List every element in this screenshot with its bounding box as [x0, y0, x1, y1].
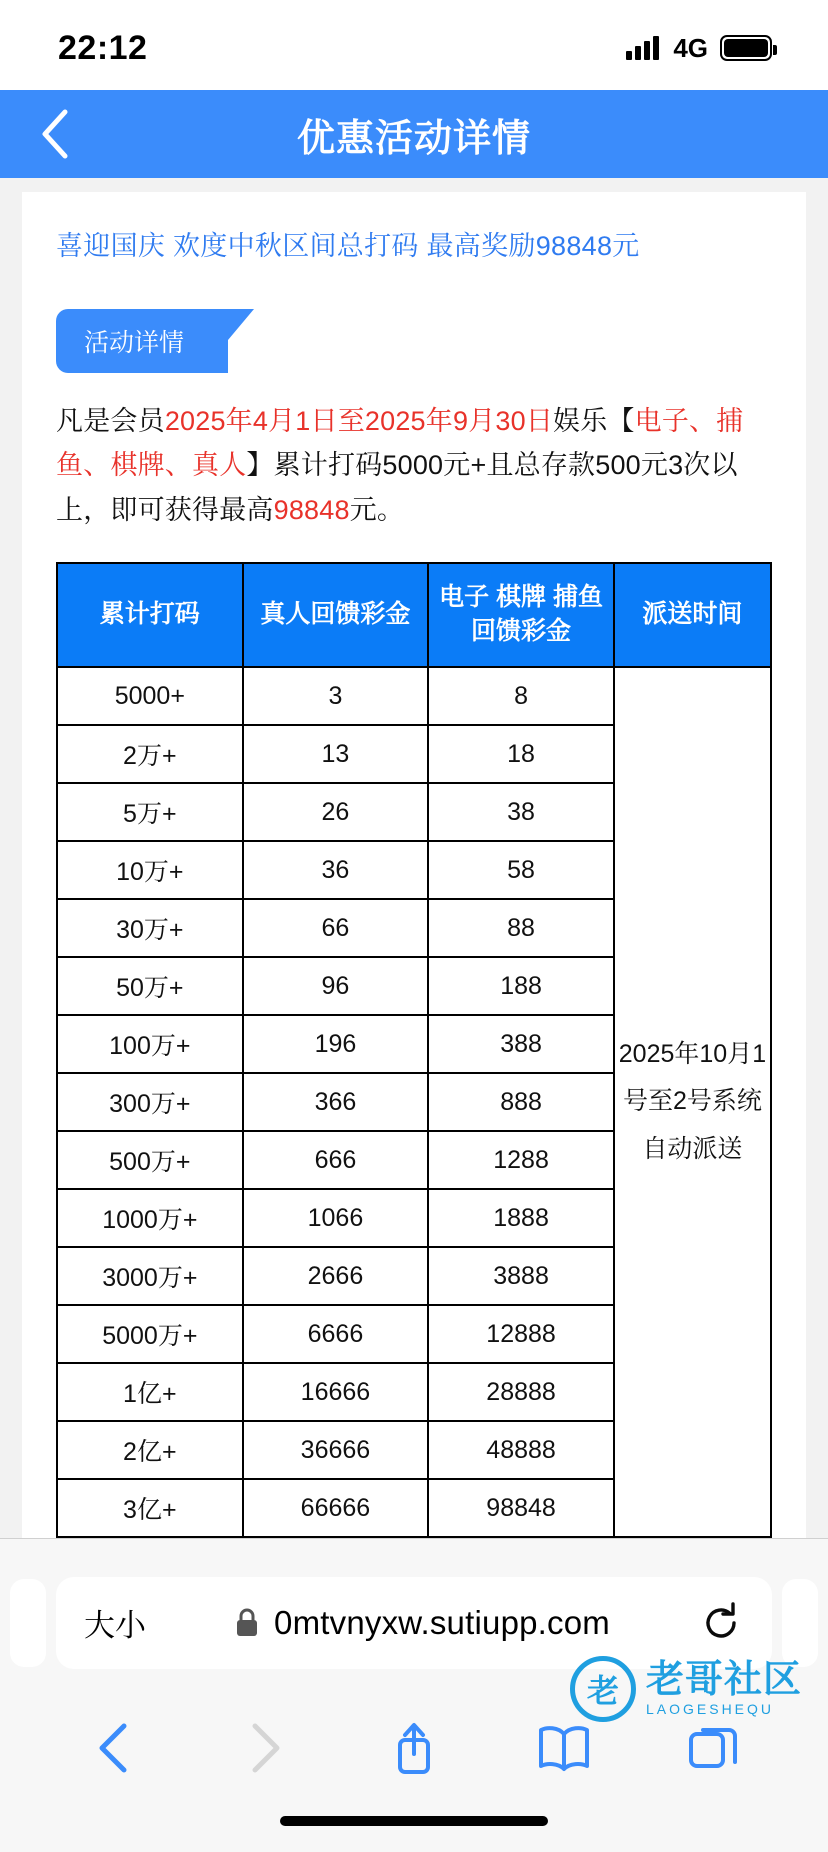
cell-live-bonus: 13 [243, 725, 429, 783]
cell-wager: 5万+ [57, 783, 243, 841]
col-header-live-bonus: 真人回馈彩金 [243, 563, 429, 667]
cell-ship-time: 2025年10月1号至2号系统自动派送 [614, 667, 771, 1537]
cell-wager: 300万+ [57, 1073, 243, 1131]
cell-live-bonus: 66 [243, 899, 429, 957]
cell-wager: 10万+ [57, 841, 243, 899]
url-text: 0mtvnyxw.sutiupp.com [274, 1603, 610, 1641]
promo-title: 喜迎国庆 欢度中秋区间总打码 最高奖励98848元 [56, 231, 640, 261]
cell-live-bonus: 1066 [243, 1189, 429, 1247]
cell-live-bonus: 36666 [243, 1421, 429, 1479]
chevron-right-icon [241, 1720, 287, 1776]
watermark-subtitle: LAOGESHEQU [645, 1701, 775, 1718]
home-indicator-area [0, 1808, 828, 1852]
chevron-left-icon [39, 106, 73, 162]
cell-wager: 2亿+ [57, 1421, 243, 1479]
desc-part-5: 】累计打码5000元+且总存款500元3次以上，即可获得最高 [56, 450, 738, 525]
table-body [57, 667, 771, 1537]
cell-live-bonus: 36 [243, 841, 429, 899]
share-button[interactable] [378, 1712, 450, 1784]
cell-wager: 5000万+ [57, 1305, 243, 1363]
network-type-label: 4G [673, 32, 708, 63]
cell-wager: 1000万+ [57, 1189, 243, 1247]
tabs-button[interactable] [677, 1712, 749, 1784]
cell-other-bonus: 8 [428, 667, 614, 725]
url-display[interactable] [160, 1604, 684, 1642]
next-tab-edge[interactable] [782, 1579, 818, 1667]
cell-other-bonus: 28888 [428, 1363, 614, 1421]
home-indicator[interactable] [280, 1816, 548, 1826]
cell-wager: 5000+ [57, 667, 243, 725]
cell-wager: 1亿+ [57, 1363, 243, 1421]
col-header-other-bonus: 电子 棋牌 捕鱼回馈彩金 [428, 563, 614, 667]
cell-wager: 30万+ [57, 899, 243, 957]
watermark-logo-icon: 老 [570, 1656, 636, 1722]
share-icon [388, 1718, 440, 1778]
tab-strip [56, 309, 772, 373]
cell-wager: 50万+ [57, 957, 243, 1015]
cell-other-bonus: 58 [428, 841, 614, 899]
cell-other-bonus: 48888 [428, 1421, 614, 1479]
browser-url-bar [0, 1538, 828, 1688]
cell-live-bonus: 366 [243, 1073, 429, 1131]
lock-icon [234, 1607, 260, 1639]
desc-part-3: 娱乐【 [553, 405, 635, 436]
prev-tab-edge[interactable] [10, 1579, 46, 1667]
cell-other-bonus: 98848 [428, 1479, 614, 1537]
browser-toolbar [0, 1659, 828, 1808]
promo-description [56, 399, 772, 533]
cell-live-bonus: 6666 [243, 1305, 429, 1363]
cell-wager: 3亿+ [57, 1479, 243, 1537]
bookmarks-button[interactable] [528, 1712, 600, 1784]
promo-card [22, 192, 806, 1538]
cell-other-bonus: 88 [428, 899, 614, 957]
chevron-left-icon [92, 1720, 138, 1776]
cell-other-bonus: 3888 [428, 1247, 614, 1305]
browser-forward-button[interactable] [228, 1712, 300, 1784]
battery-icon [720, 35, 772, 61]
browser-back-button[interactable] [79, 1712, 151, 1784]
rewards-table [56, 562, 772, 1538]
col-header-wager: 累计打码 [57, 563, 243, 667]
cell-wager: 3000万+ [57, 1247, 243, 1305]
status-time: 22:12 [58, 28, 148, 67]
cell-other-bonus: 388 [428, 1015, 614, 1073]
cell-other-bonus: 1288 [428, 1131, 614, 1189]
signal-bars-icon [626, 36, 659, 60]
cell-live-bonus: 16666 [243, 1363, 429, 1421]
desc-max-amount: 98848 [273, 494, 350, 525]
page-title: 优惠活动详情 [296, 117, 531, 160]
status-indicators [626, 27, 772, 64]
cell-live-bonus: 66666 [243, 1479, 429, 1537]
cell-other-bonus: 1888 [428, 1189, 614, 1247]
reload-icon [700, 1602, 742, 1644]
back-button[interactable] [28, 106, 84, 162]
cell-wager: 500万+ [57, 1131, 243, 1189]
cell-other-bonus: 38 [428, 783, 614, 841]
page-zoom-button[interactable]: 大小 [84, 1608, 146, 1644]
cell-live-bonus: 3 [243, 667, 429, 725]
cell-wager: 100万+ [57, 1015, 243, 1073]
desc-part-1: 凡是会员 [56, 405, 165, 436]
cell-live-bonus: 2666 [243, 1247, 429, 1305]
cell-live-bonus: 26 [243, 783, 429, 841]
cell-other-bonus: 12888 [428, 1305, 614, 1363]
cell-live-bonus: 196 [243, 1015, 429, 1073]
nav-bar [0, 90, 828, 178]
cell-live-bonus: 96 [243, 957, 429, 1015]
tab-activity-details[interactable]: 活动详情 [56, 309, 228, 373]
status-bar [0, 0, 828, 90]
desc-date-range: 2025年4月1日至2025年9月30日 [164, 405, 554, 436]
cell-other-bonus: 188 [428, 957, 614, 1015]
content-area [0, 178, 828, 1538]
col-header-ship-time: 派送时间 [614, 563, 771, 667]
address-bar[interactable] [56, 1577, 772, 1669]
tabs-icon [685, 1720, 741, 1776]
desc-game-types: 电子、捕鱼、棋牌、真人 [56, 405, 744, 481]
desc-part-7: 元。 [349, 494, 405, 525]
cell-other-bonus: 888 [428, 1073, 614, 1131]
cell-live-bonus: 666 [243, 1131, 429, 1189]
table-row [57, 667, 771, 725]
table-header-row [57, 563, 771, 667]
reload-button[interactable] [698, 1600, 744, 1646]
cell-other-bonus: 18 [428, 725, 614, 783]
watermark-title: 老哥社区 [645, 1659, 802, 1702]
book-icon [535, 1722, 593, 1774]
cell-wager: 2万+ [57, 725, 243, 783]
